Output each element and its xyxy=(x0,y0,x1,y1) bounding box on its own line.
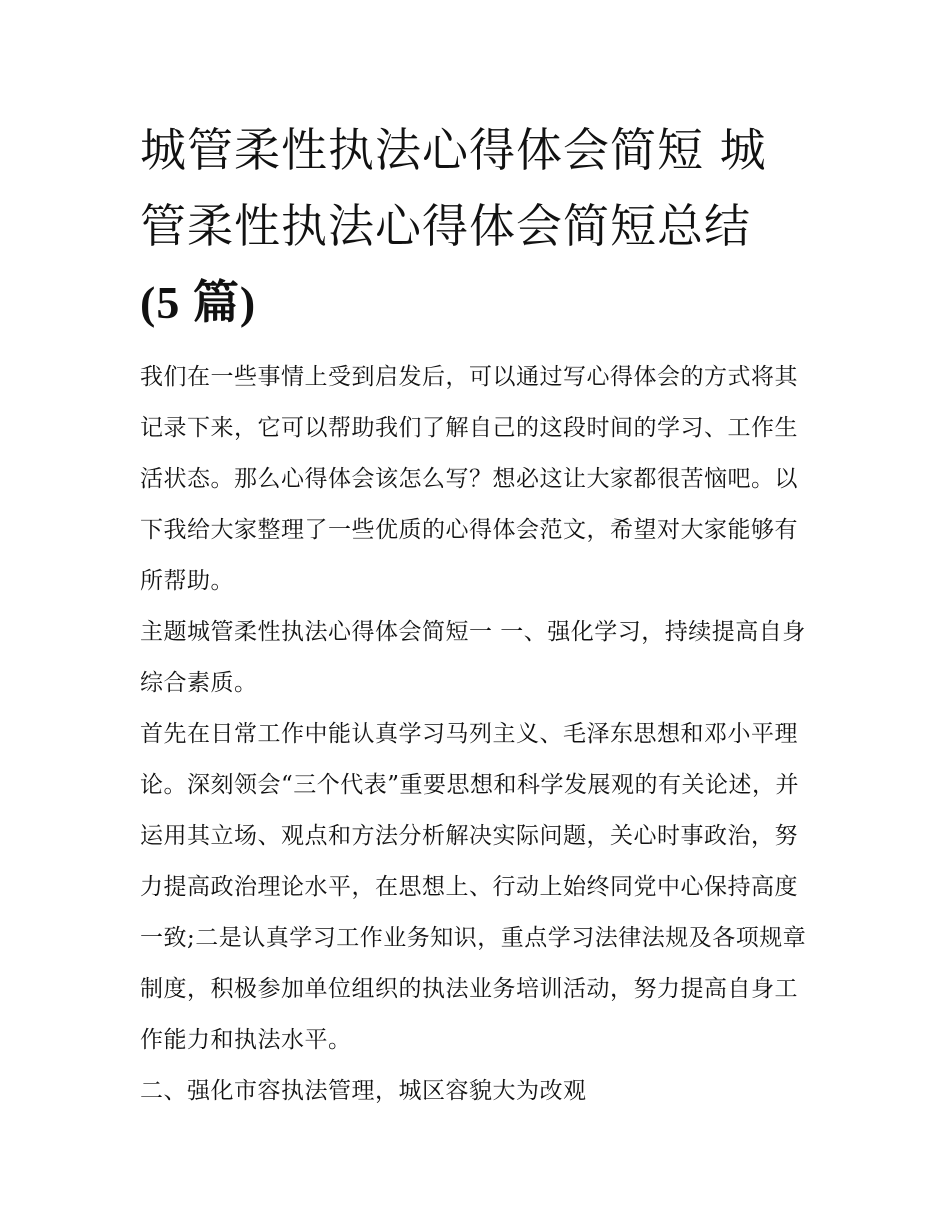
document-title xyxy=(140,112,830,341)
title-line-1: 城管柔性执法心得体会简短 城 xyxy=(140,123,767,177)
intro-paragraph: 我们在一些事情上受到启发后，可以通过写心得体会的方式将其记录下来，它可以帮助我们了解自己的这段时间的学习、工作生活状态。那么心得体会该怎么写？想必这让大家都很苦恼吧。以下我给大家整理了一些优质的心得体会范文，希望对大家能够有所帮助。 xyxy=(140,364,798,594)
section-heading-paragraph: 主题城管柔性执法心得体会简短一 一、强化学习，持续提高自身综合素质。 xyxy=(140,619,806,696)
study-paragraph: 首先在日常工作中能认真学习马列主义、毛泽东思想和邓小平理论。深刻领会“三个代表”重要思想和科学发展观的有关论述，并运用其立场、观点和方法分析解决实际问题，关心时事政治，努力提高政治理论水平，在思想上、行动上始终同党中心保持高度一致;二是认真学习工作业务知识，重点学习法律法规及各项规章制度，积极参加单位组织的执法业务培训活动，努力提高自身工作能力和执法水平。 xyxy=(140,721,807,1053)
document-body xyxy=(140,352,820,1117)
title-line-2: 管柔性执法心得体会简短总结 xyxy=(140,199,751,253)
title-count: (5 篇) xyxy=(140,277,257,328)
section-two-heading: 二、强化市容执法管理，城区容貌大为改观 xyxy=(140,1078,587,1104)
